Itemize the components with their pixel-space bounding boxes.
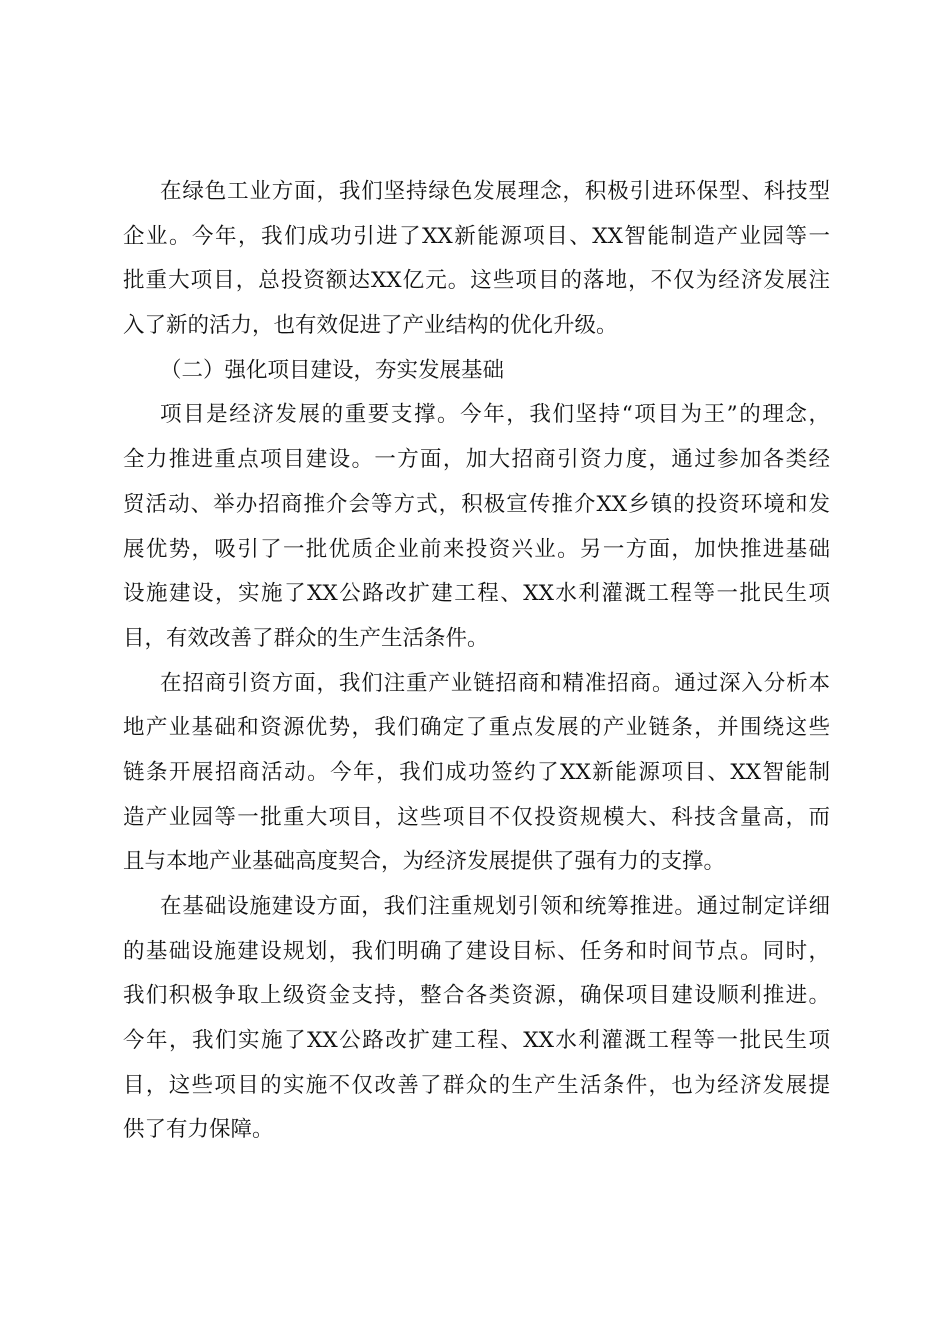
document-body (123, 170, 830, 1153)
text-line: 地产业基础和资源优势，我们确定了重点发展的产业链条，并围绕这些 (123, 715, 830, 741)
text-line: 全力推进重点项目建设。一方面，加大招商引资力度，通过参加各类经 (123, 447, 830, 473)
text-line: 在招商引资方面，我们注重产业链招商和精准招商。通过深入分析本 (160, 670, 830, 696)
text-line: （二）强化项目建设，夯实发展基础 (160, 357, 505, 383)
text-line: 贸活动、举办招商推介会等方式，积极宣传推介XX乡镇的投资环境和发 (123, 491, 830, 517)
text-line: 在绿色工业方面，我们坚持绿色发展理念，积极引进环保型、科技型 (160, 179, 830, 204)
paragraph (123, 170, 830, 349)
text-line: 目，有效改善了群众的生产生活条件。 (123, 625, 489, 651)
text-line: 在基础设施建设方面，我们注重规划引领和统筹推进。通过制定详细 (160, 894, 830, 919)
text-line: 造产业园等一批重大项目，这些项目不仅投资规模大、科技含量高，而 (123, 804, 830, 830)
text-line: 批重大项目，总投资额达XX亿元。这些项目的落地，不仅为经济发展注 (123, 268, 830, 294)
text-line: 链条开展招商活动。今年，我们成功签约了XX新能源项目、XX智能制 (123, 759, 830, 785)
text-line: 的基础设施建设规划，我们明确了建设目标、任务和时间节点。同时， (123, 938, 830, 964)
section-heading (123, 349, 830, 394)
text-line: 且与本地产业基础高度契合，为经济发展提供了强有力的支撑。 (123, 849, 726, 875)
text-line: 入了新的活力，也有效促进了产业结构的优化升级。 (123, 313, 618, 339)
text-line: 供了有力保障。 (123, 1117, 274, 1143)
paragraph (123, 662, 830, 885)
text-line: 今年，我们实施了XX公路改扩建工程、XX水利灌溉工程等一批民生项 (123, 1028, 830, 1054)
text-line: 项目是经济发展的重要支撑。今年，我们坚持“项目为王”的理念， (160, 402, 830, 428)
text-line: 目，这些项目的实施不仅改善了群众的生产生活条件，也为经济发展提 (123, 1072, 830, 1098)
paragraph (123, 393, 830, 661)
text-line: 企业。今年，我们成功引进了XX新能源项目、XX智能制造产业园等一 (123, 223, 830, 249)
text-line: 设施建设，实施了XX公路改扩建工程、XX水利灌溉工程等一批民生项 (123, 581, 830, 607)
text-line: 展优势，吸引了一批优质企业前来投资兴业。另一方面，加快推进基础 (123, 536, 830, 562)
text-line: 我们积极争取上级资金支持，整合各类资源，确保项目建设顺利推进。 (123, 983, 830, 1009)
paragraph (123, 885, 830, 1153)
